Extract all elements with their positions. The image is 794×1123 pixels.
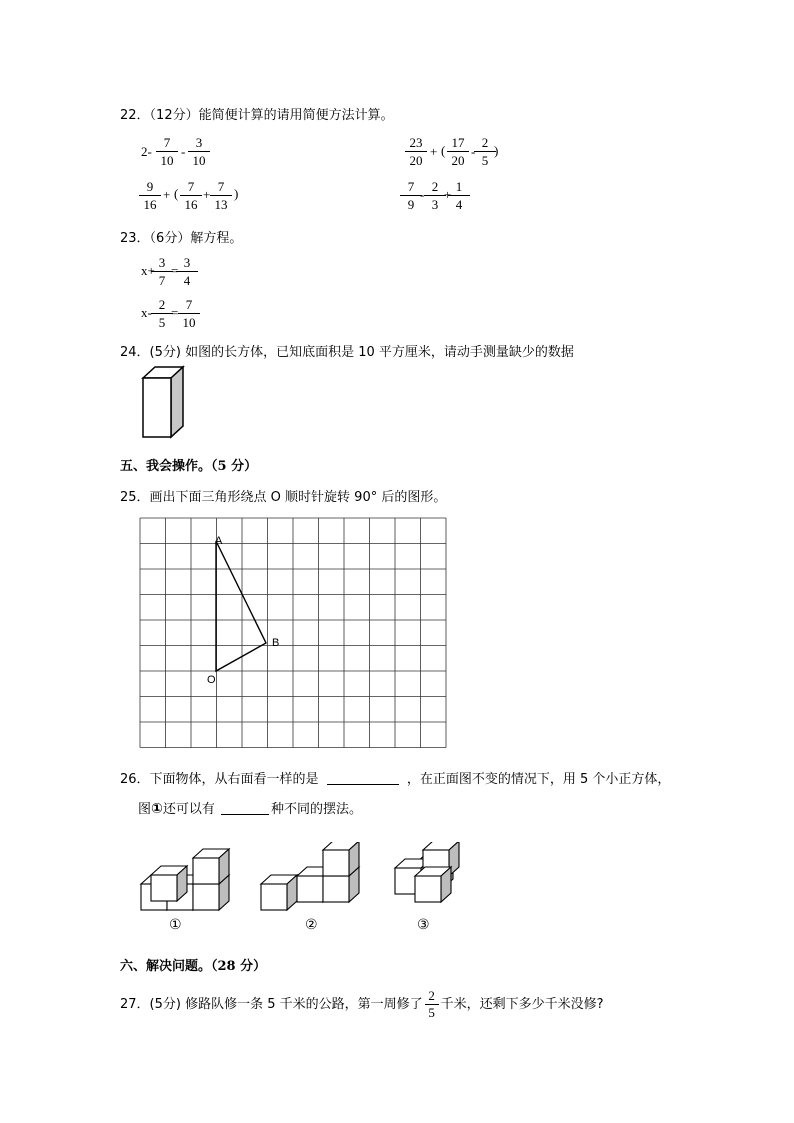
triangle-aob	[216, 541, 266, 671]
q27-text: 27．(5分) 修路队修一条 5 千米的公路，第一周修了 $\frac{2}{5}$ 千米，还剩下多少千米没修?	[120, 988, 604, 1020]
fraction: $\frac{3}{7}$	[151, 254, 173, 289]
fraction: $\frac{7}{13}$	[210, 178, 232, 213]
point-a-label: A	[215, 535, 223, 547]
fraction: $\frac{7}{10}$	[156, 134, 178, 169]
figure1-cube	[151, 866, 187, 901]
point-b-label: B	[272, 637, 280, 649]
fraction: $\frac{17}{20}$	[447, 134, 469, 169]
q26-line-2: 图①还可以有 种不同的摆法。	[138, 801, 363, 817]
figure2-cube	[323, 842, 359, 876]
fraction: $\frac{1}{4}$	[448, 178, 470, 213]
fraction: $\frac{23}{20}$	[405, 134, 427, 169]
q22-title: 22．（12分）能简便计算的请用简便方法计算。	[120, 108, 394, 123]
fraction: $\frac{3}{4}$	[176, 254, 198, 289]
figure-caption-3: ③	[417, 917, 430, 933]
cube-figures	[135, 842, 485, 920]
figure-caption-2: ②	[305, 917, 318, 933]
figure2-cube	[261, 875, 297, 910]
fraction: $\frac{2}{3}$	[424, 178, 446, 213]
fraction: $\frac{7}{9}$	[400, 178, 422, 213]
fraction: $\frac{7}{16}$	[180, 178, 202, 213]
fraction: $\frac{2}{5}$	[425, 988, 439, 1021]
q24-title: 24．(5分) 如图的长方体，已知底面积是 10 平方厘米，请动手测量缺少的数据	[120, 345, 574, 360]
section-5-heading: 五、我会操作。（5 分）	[120, 459, 258, 474]
fraction: $\frac{7}{10}$	[178, 296, 200, 331]
figure-caption-1: ①	[169, 917, 182, 933]
q25-title: 25．画出下面三角形绕点 O 顺时针旋转 90° 后的图形。	[120, 490, 447, 505]
section-6-heading: 六、解决问题。（28 分）	[120, 959, 267, 974]
answer-blank-1[interactable]	[327, 784, 399, 785]
grid-lines	[140, 518, 446, 748]
figure1-cube	[193, 849, 229, 884]
cube-stacks	[141, 842, 459, 910]
fraction: $\frac{3}{10}$	[188, 134, 210, 169]
fraction: $\frac{2}{5}$	[474, 134, 496, 169]
q23-title: 23．（6分）解方程。	[120, 231, 243, 246]
fraction: $\frac{9}{16}$	[139, 178, 161, 213]
figure3-cube	[415, 867, 451, 902]
cuboid-figure	[138, 364, 188, 442]
point-o-label: O	[207, 674, 216, 686]
q26-line-1: 26．下面物体，从右面看一样的是 ，在正面图不变的情况下，用 5 个小正方体，	[120, 772, 671, 787]
answer-blank-2[interactable]	[221, 814, 269, 815]
rotation-grid	[138, 516, 450, 750]
fraction: $\frac{2}{5}$	[151, 296, 173, 331]
